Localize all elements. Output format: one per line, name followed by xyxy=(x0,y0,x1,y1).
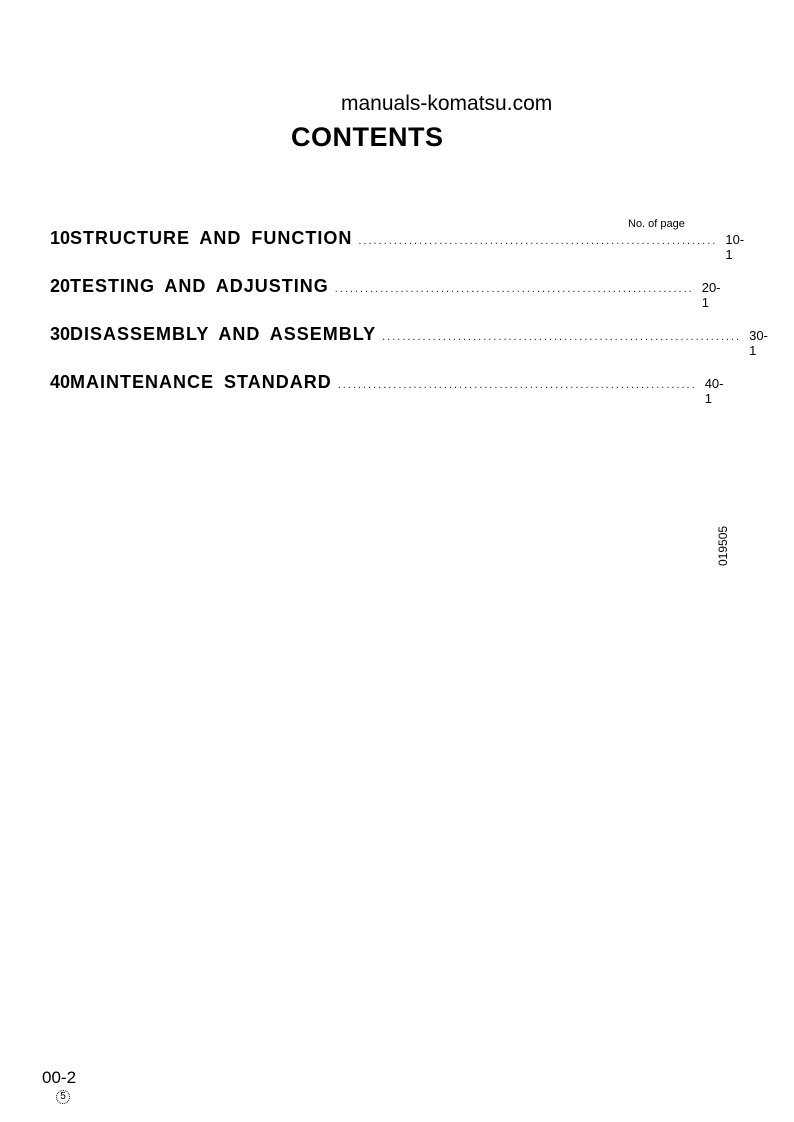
toc-entry[interactable] xyxy=(50,324,768,358)
entry-page: 30-1 xyxy=(749,328,768,358)
entry-number: 40 xyxy=(50,372,71,392)
leader-dots: ....................................................................... xyxy=(337,379,697,391)
document-code: 019505 xyxy=(716,525,730,566)
page-number: 00-2 xyxy=(42,1068,77,1087)
page-column-header: No. of page xyxy=(628,218,685,230)
entry-title: MAINTENANCE STANDARD xyxy=(70,372,332,392)
entry-number: 30 xyxy=(50,324,71,344)
leader-dots: ....................................................................... xyxy=(382,331,742,343)
entry-title: TESTING AND ADJUSTING xyxy=(70,276,329,296)
entry-page: 20-1 xyxy=(701,280,721,310)
entry-page: 40-1 xyxy=(704,376,724,406)
entry-title: DISASSEMBLY AND ASSEMBLY xyxy=(70,324,377,344)
entry-number: 10 xyxy=(50,228,71,248)
leader-dots: ....................................................................... xyxy=(358,235,718,247)
site-watermark: manuals-komatsu.com xyxy=(341,92,553,115)
entry-number: 20 xyxy=(50,276,71,296)
revision-mark: 5 xyxy=(56,1090,70,1104)
entry-title: STRUCTURE AND FUNCTION xyxy=(70,228,353,248)
entry-page: 10-1 xyxy=(725,232,745,262)
toc-entry[interactable] xyxy=(50,372,724,406)
page-title: CONTENTS xyxy=(291,122,444,152)
toc-entry[interactable] xyxy=(50,228,745,262)
leader-dots: ....................................................................... xyxy=(334,283,694,295)
toc-entry[interactable] xyxy=(50,276,721,310)
